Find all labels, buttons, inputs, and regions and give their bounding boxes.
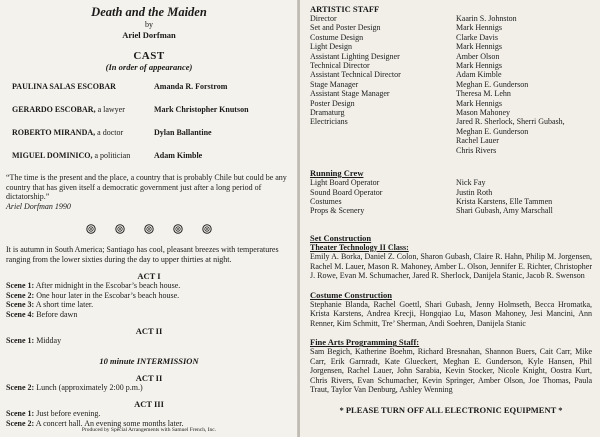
scene-text: A short time later. <box>34 300 94 309</box>
staff-row <box>310 127 592 136</box>
scene-label: Scene 1: <box>6 281 35 290</box>
theater-class-heading: Theater Technology II Class: <box>310 242 409 252</box>
staff-name: Meghan E. Gunderson <box>456 79 529 89</box>
actor-name: Mark Christopher Knutson <box>154 105 249 114</box>
staff-position <box>310 136 456 145</box>
staff-name: Mark Hennigs <box>456 42 502 52</box>
staff-row <box>310 42 592 51</box>
staff-name: Kaarin S. Johnston <box>456 14 517 23</box>
actor-name: Amanda R. Forstrom <box>154 82 228 91</box>
actor-name: Dylan Ballantine <box>154 128 212 137</box>
ornament-divider <box>6 224 292 234</box>
staff-name: Rachel Lauer <box>456 136 499 146</box>
rights-footer: Produced by Special Arrangements with Samuel French, Inc. <box>81 427 217 433</box>
staff-position: Sound Board Operator <box>310 187 383 197</box>
cast-subheading: (In order of appearance) <box>105 62 193 72</box>
staff-position: Assistant Lighting Designer <box>310 51 400 61</box>
scene-line <box>6 281 292 291</box>
staff-name: Amber Olson <box>456 51 500 61</box>
scene-text: Lunch (approximately 2:00 p.m.) <box>34 382 143 392</box>
staff-row <box>310 89 592 98</box>
staff-position: Technical Director <box>310 61 370 71</box>
staff-row <box>310 178 592 187</box>
scene-text: One hour later in the Escobar’s beach house. <box>34 290 180 300</box>
set-construction-section <box>310 233 592 281</box>
staff-position: Assistant Stage Manager <box>310 89 390 99</box>
scene-line <box>6 310 292 320</box>
actor-name: Adam Kimble <box>154 151 203 160</box>
staff-position: Stage Manager <box>310 79 359 89</box>
scene-text: After midnight in the Escobar’s beach house. <box>34 281 181 290</box>
staff-name: Meghan E. Gunderson <box>456 126 529 136</box>
role-desc: a lawyer <box>95 105 125 114</box>
role-name: PAULINA SALAS ESCOBAR <box>12 82 116 91</box>
staff-position: Electricians <box>310 117 348 127</box>
role-desc: a politician <box>92 151 131 160</box>
staff-row <box>310 197 592 206</box>
staff-position: Dramaturg <box>310 108 345 118</box>
scene-label: Scene 2: <box>6 290 35 300</box>
staff-position: Light Board Operator <box>310 178 380 188</box>
left-program-page <box>0 0 298 437</box>
costume-construction-heading: Costume Construction <box>310 289 392 300</box>
set-construction-heading: Set Construction <box>310 232 372 243</box>
scene-label: Scene 2: <box>6 418 35 428</box>
act-heading: ACT I <box>137 271 161 281</box>
cast-list <box>6 82 292 161</box>
artistic-staff-list <box>310 14 592 155</box>
staff-name: Mark Hennigs <box>456 98 502 108</box>
staff-row <box>310 99 592 108</box>
staff-row <box>310 80 592 89</box>
act-heading: ACT III <box>134 399 164 409</box>
fine-arts-section <box>310 337 592 395</box>
scene-text: A concert hall. An evening some months later. <box>34 418 184 428</box>
byline: by <box>145 20 153 29</box>
staff-name: Clarke Davis <box>456 32 498 42</box>
staff-name: Justin Roth <box>456 187 493 197</box>
running-crew-list <box>310 178 592 216</box>
staff-row <box>310 146 592 155</box>
quote-attribution: Ariel Dorfman 1990 <box>6 201 71 211</box>
staff-name: Jared R. Sherlock, Sherri Gubash, <box>456 117 565 127</box>
staff-row <box>310 188 592 197</box>
scene-text: Before dawn <box>34 309 78 319</box>
staff-name: Mark Hennigs <box>456 23 502 33</box>
theater-class-names: Emily A. Borka, Daniel Z. Colon, Sharon Gubash, Claire R. Hahn, Philip M. Jorgensen, Rachel M. Lauer, Mason R. Mahoney, Amber L. Olson, Jennifer E. Richter, Christopher J. Rowe, Evan M. Schumacher, Jared R. Sherlock, Danijela Stanic, Jacob R. Swenson <box>310 252 592 281</box>
staff-name: Krista Karstens, Elle Tammen <box>456 196 553 206</box>
scene-line <box>6 336 292 346</box>
cast-row <box>6 128 292 138</box>
role-desc: a doctor <box>95 128 124 137</box>
role-name: MIGUEL DOMINICO, <box>12 151 93 160</box>
setting-description: It is autumn in South America; Santiago has cool, pleasant breezes with temperatures ranging from the lower sixties during the day to upper thirties at night. <box>6 245 279 264</box>
staff-position: Costumes <box>310 196 342 206</box>
scene-label: Scene 1: <box>6 336 35 345</box>
staff-row <box>310 33 592 42</box>
role-name: GERARDO ESCOBAR, <box>12 105 96 114</box>
scene-label: Scene 2: <box>6 382 35 392</box>
staff-row <box>310 23 592 32</box>
scene-text: Just before evening. <box>34 409 101 418</box>
staff-row <box>310 14 592 23</box>
flower-ornament-icon <box>115 224 125 234</box>
staff-row <box>310 136 592 145</box>
running-crew-heading: Running Crew <box>310 168 364 179</box>
scene-line <box>6 300 292 310</box>
staff-name: Mason Mahoney <box>456 108 510 118</box>
scene-line <box>6 409 292 419</box>
staff-name: Adam Kimble <box>456 70 502 80</box>
staff-position: Costume Design <box>310 32 364 42</box>
staff-row <box>310 117 592 126</box>
flower-ornament-icon <box>144 224 154 234</box>
staff-row <box>310 61 592 70</box>
flower-ornament-icon <box>173 224 183 234</box>
flower-ornament-icon <box>86 224 96 234</box>
staff-position: Poster Design <box>310 98 355 108</box>
scene-label: Scene 1: <box>6 409 35 418</box>
staff-position: Light Design <box>310 42 352 52</box>
scene-text: Midday <box>34 336 62 345</box>
staff-row <box>310 70 592 79</box>
fine-arts-heading: Fine Arts Programming Staff: <box>310 337 420 348</box>
staff-position: Assistant Technical Director <box>310 70 401 80</box>
act-heading: ACT II <box>135 326 163 336</box>
staff-position: Set and Poster Design <box>310 23 381 33</box>
scene-line <box>6 383 292 393</box>
staff-name: Nick Fay <box>456 178 486 188</box>
staff-position: Props & Scenery <box>310 206 365 216</box>
staff-position: Director <box>310 14 337 23</box>
act-heading: ACT II <box>135 372 163 383</box>
playwright-quote: “The time is the present and the place, a country that is probably Chile but could be any country that has given itself a democratic government just after a long period of dictatorship.” <box>6 173 287 201</box>
staff-name: Mark Hennigs <box>456 61 502 71</box>
staff-name: Theresa M. Lehn <box>456 89 511 99</box>
staff-row <box>310 206 592 215</box>
right-program-page <box>300 0 600 437</box>
scene-line <box>6 291 292 301</box>
running-crew-section <box>310 168 592 216</box>
staff-position <box>310 127 456 136</box>
cast-row <box>6 82 292 92</box>
fine-arts-names: Sam Begich, Katherine Boehm, Richard Bresnahan, Shannon Buers, Cait Carr, Mike Carr, Erik Garnradt, Kate Glueckert, Meghan E. Gunderson, Kyle Hansen, Phil Jorgensen, Rachel Lauer, John Sarabia, Kevin Stocker, Nicole Knight, Oostra Kurt, Chris Rivers, Evan Schumacher, Kevin Springer, Amber Olson, Joe Thomas, Paula Traut, Taylor Van Denburg, Ashley Wenning <box>310 347 592 395</box>
role-name: ROBERTO MIRANDA, <box>12 128 96 137</box>
cast-row <box>6 151 292 161</box>
flower-ornament-icon <box>202 224 212 234</box>
staff-row <box>310 108 592 117</box>
intermission-note: 10 minute INTERMISSION <box>99 355 199 366</box>
cast-heading: CAST <box>133 50 165 62</box>
costume-construction-names: Stephanie Blanda, Rachel Goettl, Shari Gubash, Jenny Holmseth, Becca Hromatka, Krista Karstens, Andrea Krecji, Hongqiao Lu, Mason Mahoney, Jesi Mancini, Ann Renner, Kim Schmitt, Tre’ Sherman, Andi Soehren, Danijela Stanic <box>310 299 592 328</box>
cast-row <box>6 105 292 115</box>
artistic-staff-heading: ARTISTIC STAFF <box>310 4 380 14</box>
scene-label: Scene 3: <box>6 300 35 309</box>
staff-row <box>310 52 592 61</box>
play-title: Death and the Maiden <box>91 5 207 19</box>
staff-name: Chris Rivers <box>456 145 497 155</box>
costume-construction-section <box>310 290 592 329</box>
scene-label: Scene 4: <box>6 309 35 319</box>
playwright: Ariel Dorfman <box>122 30 176 40</box>
electronics-notice: * PLEASE TURN OFF ALL ELECTRONIC EQUIPMENT * <box>339 404 563 415</box>
staff-position <box>310 146 456 155</box>
staff-name: Shari Gubash, Amy Marschall <box>456 206 553 216</box>
